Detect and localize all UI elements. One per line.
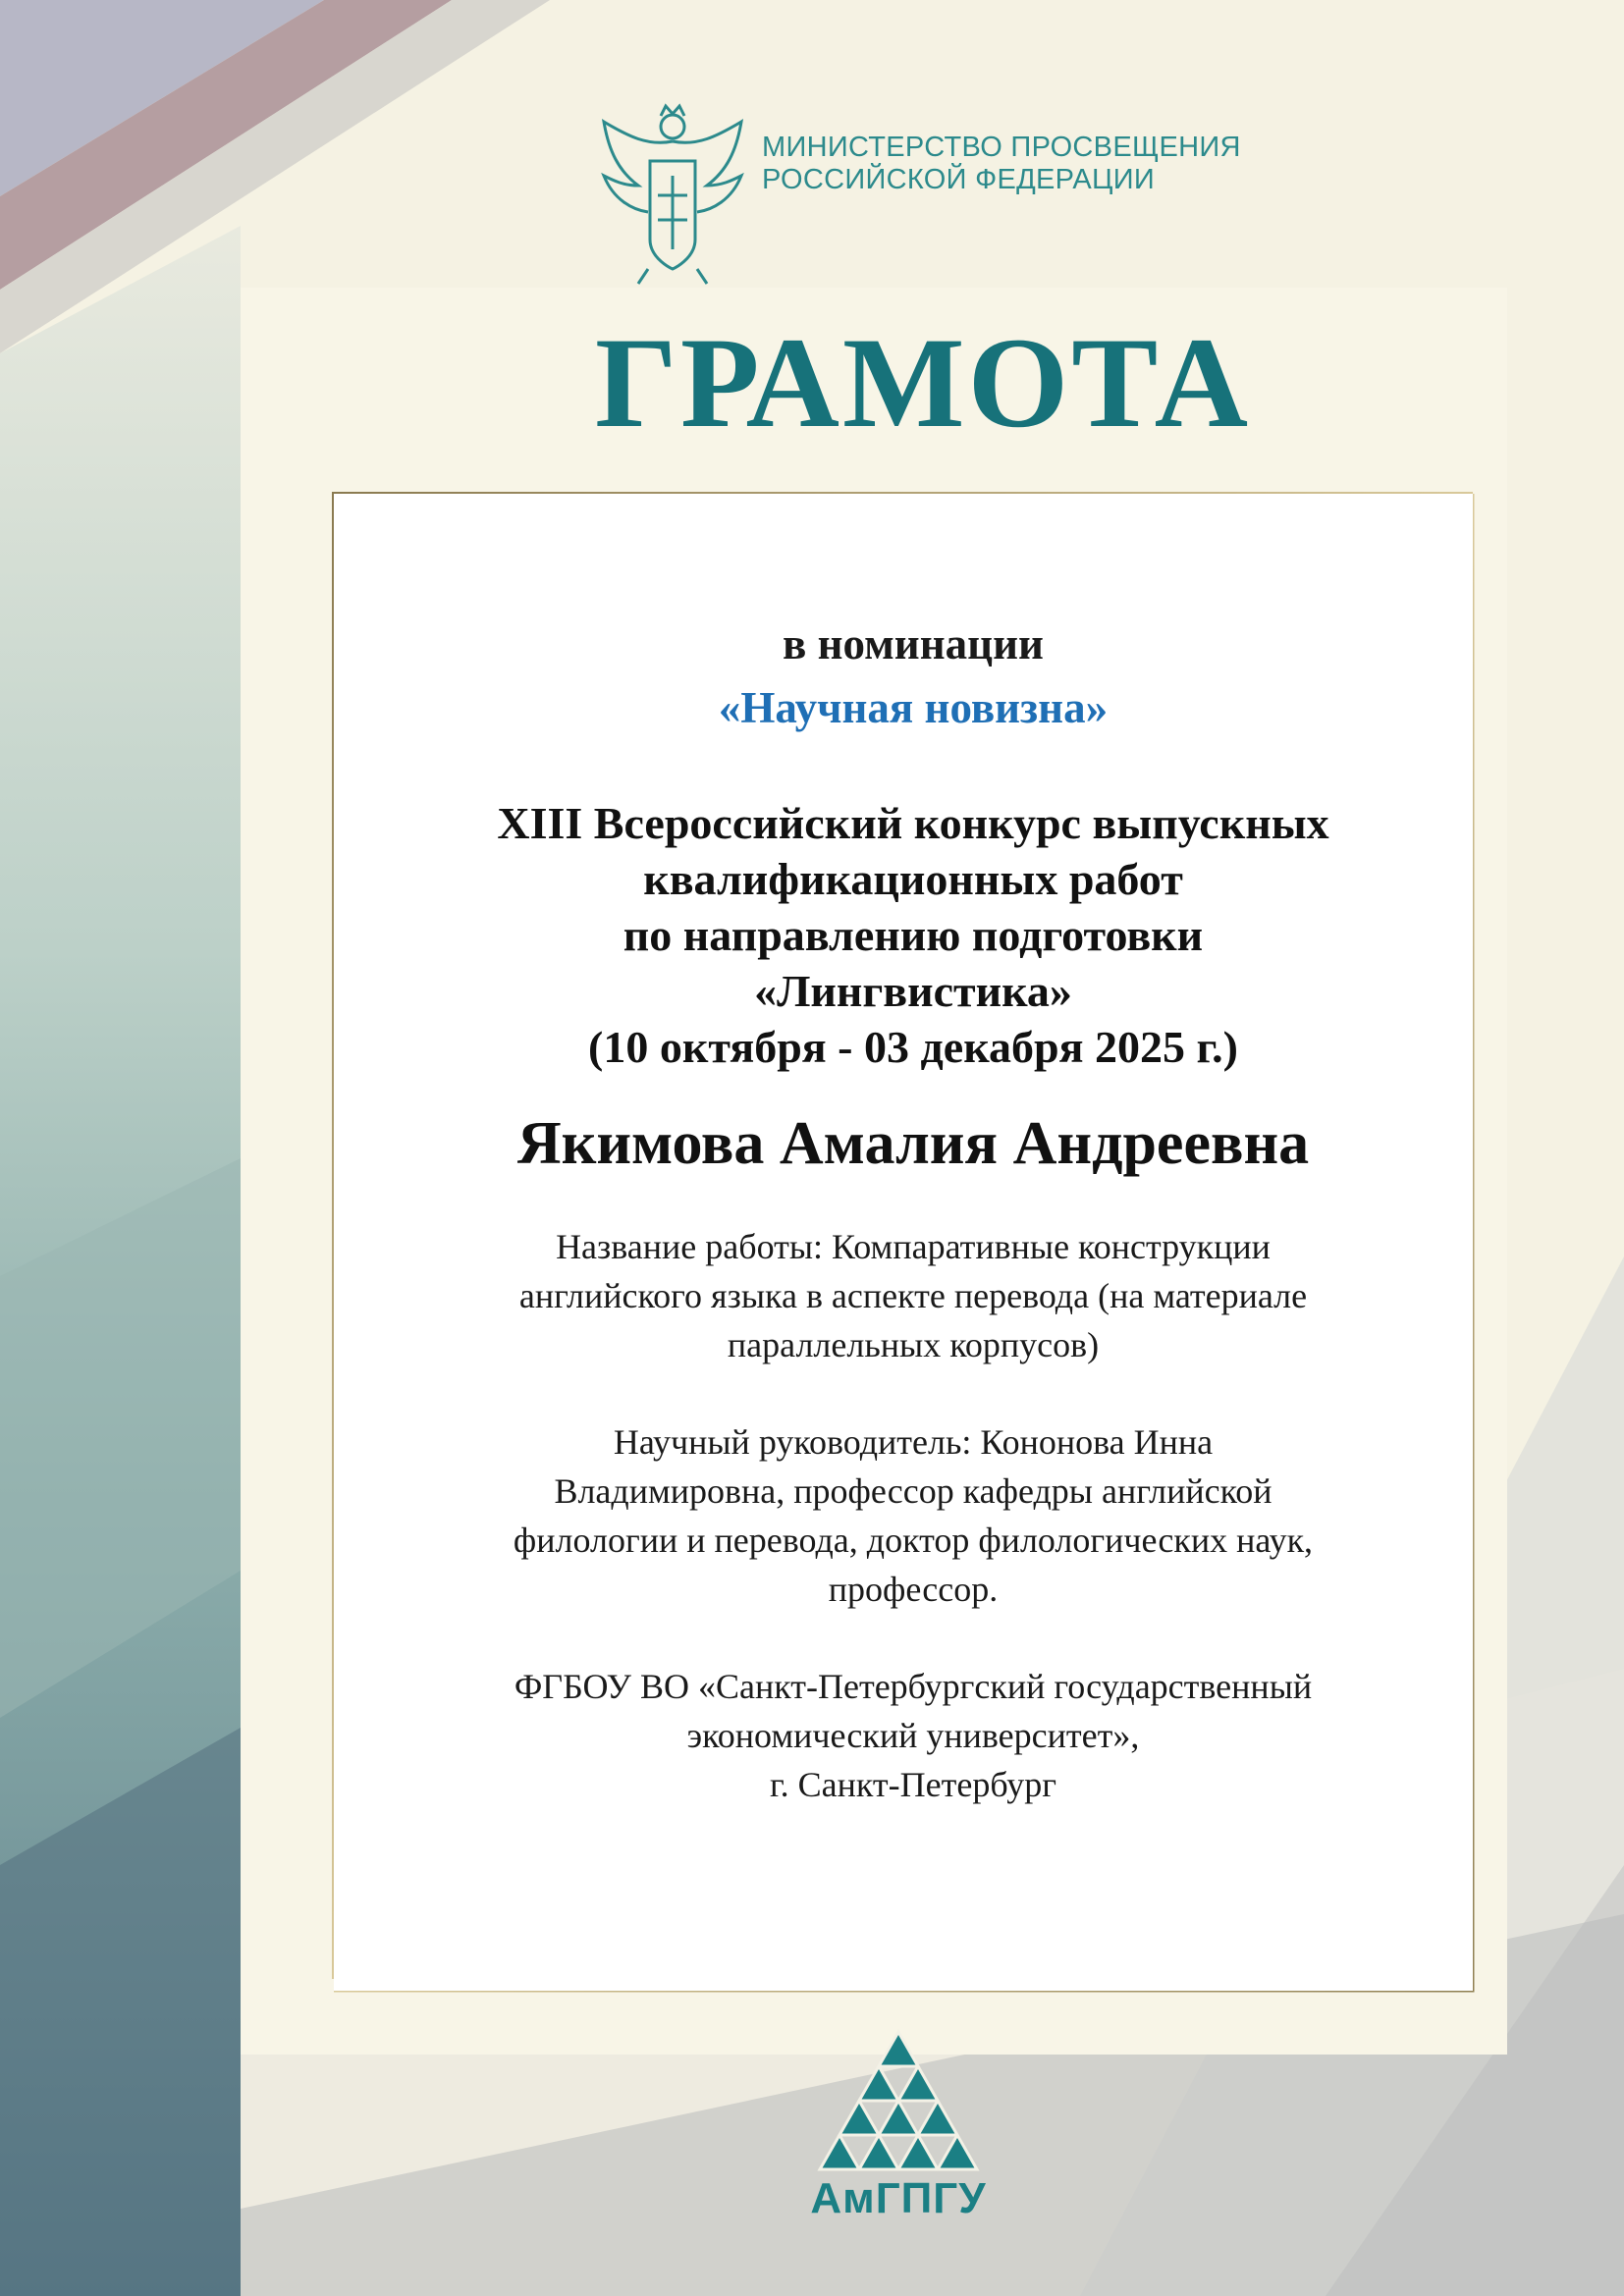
- organization: [373, 1662, 1453, 1809]
- certificate-title: ГРАМОТА: [594, 310, 1252, 454]
- contest-line: «Лингвистика»: [754, 966, 1072, 1016]
- ministry-name: [762, 132, 1241, 196]
- contest-line: XIII Всероссийский конкурс выпускных: [497, 798, 1329, 848]
- ministry-line-1: МИНИСТЕРСТВО ПРОСВЕЩЕНИЯ: [762, 132, 1241, 163]
- supervisor: [373, 1417, 1453, 1614]
- ministry-header: [589, 102, 1276, 289]
- organization-line: ФГБОУ ВО «Санкт-Петербургский государственный: [514, 1667, 1313, 1706]
- work-line: параллельных корпусов): [727, 1325, 1100, 1364]
- ministry-line-2: РОССИЙСКОЙ ФЕДЕРАЦИИ: [762, 164, 1156, 195]
- ministry-emblem-icon: [589, 102, 756, 289]
- organization-line: экономический университет»,: [686, 1716, 1140, 1755]
- organization-city: г. Санкт-Петербург: [769, 1765, 1057, 1804]
- work-title: [373, 1222, 1453, 1369]
- supervisor-line: Научный руководитель: Кононова Инна: [613, 1422, 1214, 1462]
- contest-line: по направлению подготовки: [623, 910, 1204, 960]
- supervisor-line: филологии и перевода, доктор филологических наук,: [513, 1521, 1314, 1560]
- contest-dates: (10 октября - 03 декабря 2025 г.): [588, 1022, 1238, 1072]
- university-logo-icon: [815, 2027, 982, 2199]
- work-line: Название работы: Компаративные конструкции: [556, 1227, 1271, 1266]
- nomination-value: «Научная новизна»: [718, 683, 1109, 732]
- contest-description: [373, 795, 1453, 1075]
- recipient-name: Якимова Амалия Андреевна: [516, 1110, 1310, 1177]
- supervisor-line: профессор.: [828, 1570, 999, 1609]
- supervisor-line: Владимировна, профессор кафедры английской: [554, 1471, 1272, 1511]
- contest-line: квалификационных работ: [643, 854, 1183, 904]
- university-logo-text: АмГПГУ: [810, 2174, 987, 2222]
- nomination-label: в номинации: [783, 619, 1044, 668]
- work-line: английского языка в аспекте перевода (на материале: [518, 1276, 1308, 1315]
